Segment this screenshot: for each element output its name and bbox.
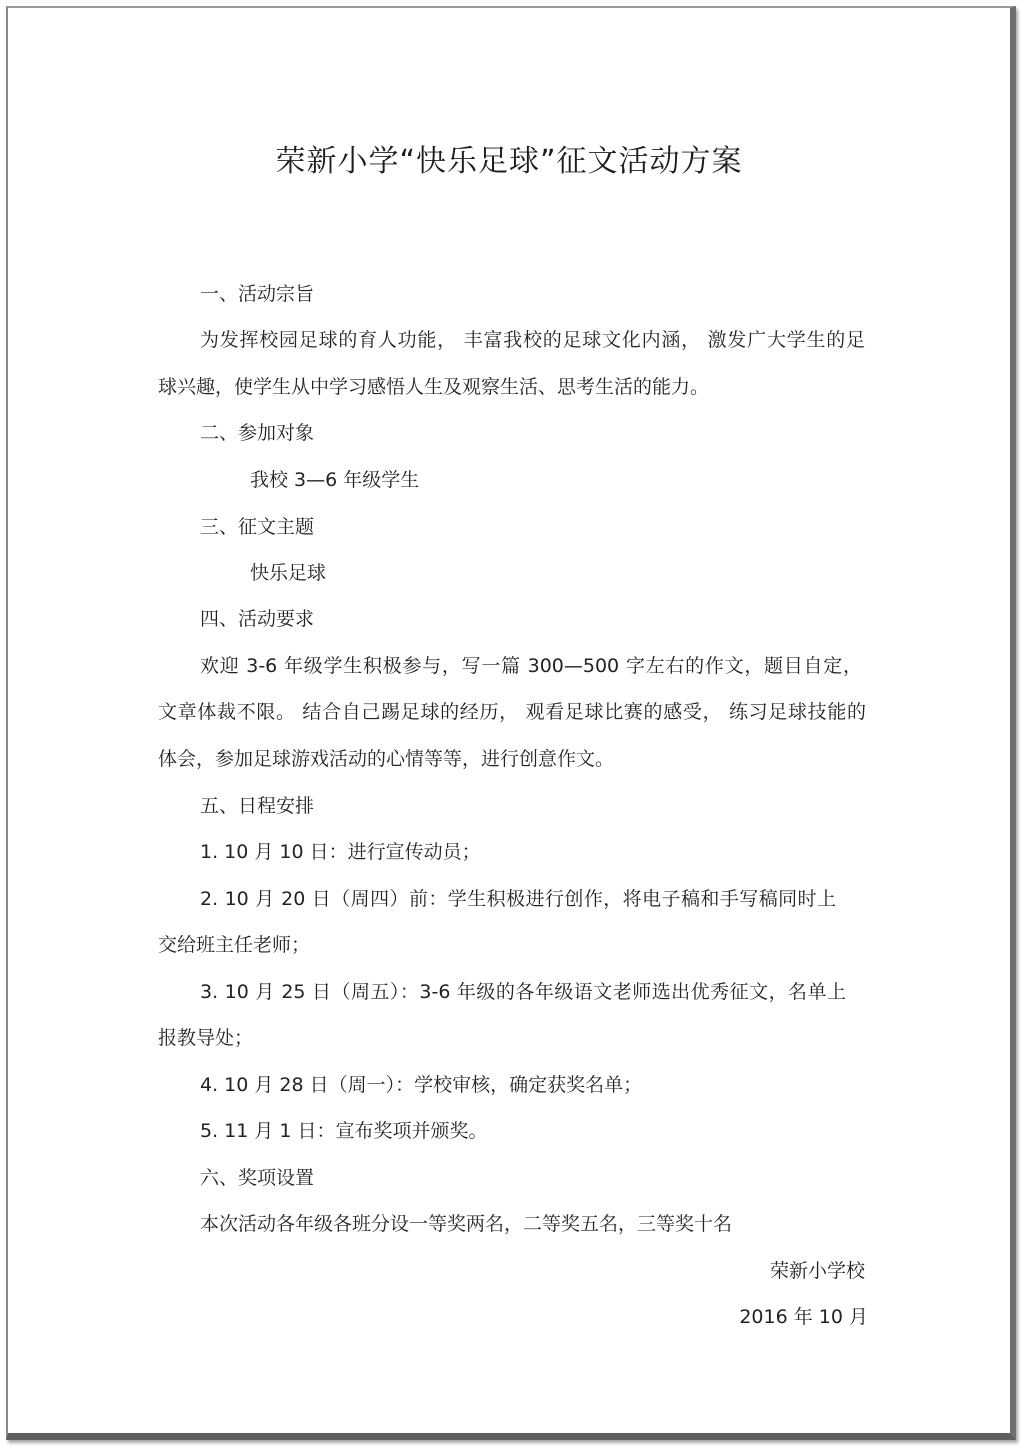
document-title: 荣新小学“快乐足球”征文活动方案 <box>275 144 743 179</box>
section-heading-requirements: 四、活动要求 <box>200 608 315 630</box>
document-page <box>6 6 1016 1440</box>
schedule-item-continued: 报教导处； <box>158 1027 254 1049</box>
section-heading-purpose: 一、活动宗旨 <box>200 283 315 305</box>
signature-school: 荣新小学校 <box>769 1260 865 1282</box>
schedule-item: 5. 11 月 1 日：宣布奖项并颁奖。 <box>200 1120 488 1142</box>
schedule-item: 3. 10 月 25 日（周五）：3-6 年级的各年级语文老师选出优秀征文，名单上 <box>200 981 846 1003</box>
signature-date: 2016 年 10 月 <box>739 1306 868 1328</box>
paragraph-line: 本次活动各年级各班分设一等奖两名，二等奖五名，三等奖十名 <box>200 1213 733 1235</box>
paragraph-line: 为发挥校园足球的育人功能， 丰富我校的足球文化内涵， 激发广大学生的足 <box>200 329 865 351</box>
schedule-item: 1. 10 月 10 日：进行宣传动员； <box>200 841 481 863</box>
section-heading-schedule: 五、日程安排 <box>200 795 315 817</box>
paragraph-line: 体会，参加足球游戏活动的心情等等，进行创意作文。 <box>158 748 615 770</box>
paragraph-line: 文章体裁不限。 结合自己踢足球的经历， 观看足球比赛的感受， 练习足球技能的 <box>158 701 866 723</box>
paragraph-line: 我校 3—6 年级学生 <box>250 469 420 491</box>
schedule-item: 4. 10 月 28 日（周一）：学校审核，确定获奖名单； <box>200 1074 643 1096</box>
schedule-item-continued: 交给班主任老师； <box>158 934 311 956</box>
paragraph-line: 球兴趣，使学生从中学习感悟人生及观察生活、思考生活的能力。 <box>158 376 710 398</box>
section-heading-awards: 六、奖项设置 <box>200 1167 315 1189</box>
paragraph-line: 欢迎 3-6 年级学生积极参与，写一篇 300—500 字左右的作文，题目自定， <box>200 655 862 677</box>
section-heading-theme: 三、征文主题 <box>200 516 315 538</box>
schedule-item: 2. 10 月 20 日（周四）前：学生积极进行创作，将电子稿和手写稿同时上 <box>200 888 836 910</box>
paragraph-line: 快乐足球 <box>250 562 327 584</box>
section-heading-participants: 二、参加对象 <box>200 422 315 444</box>
